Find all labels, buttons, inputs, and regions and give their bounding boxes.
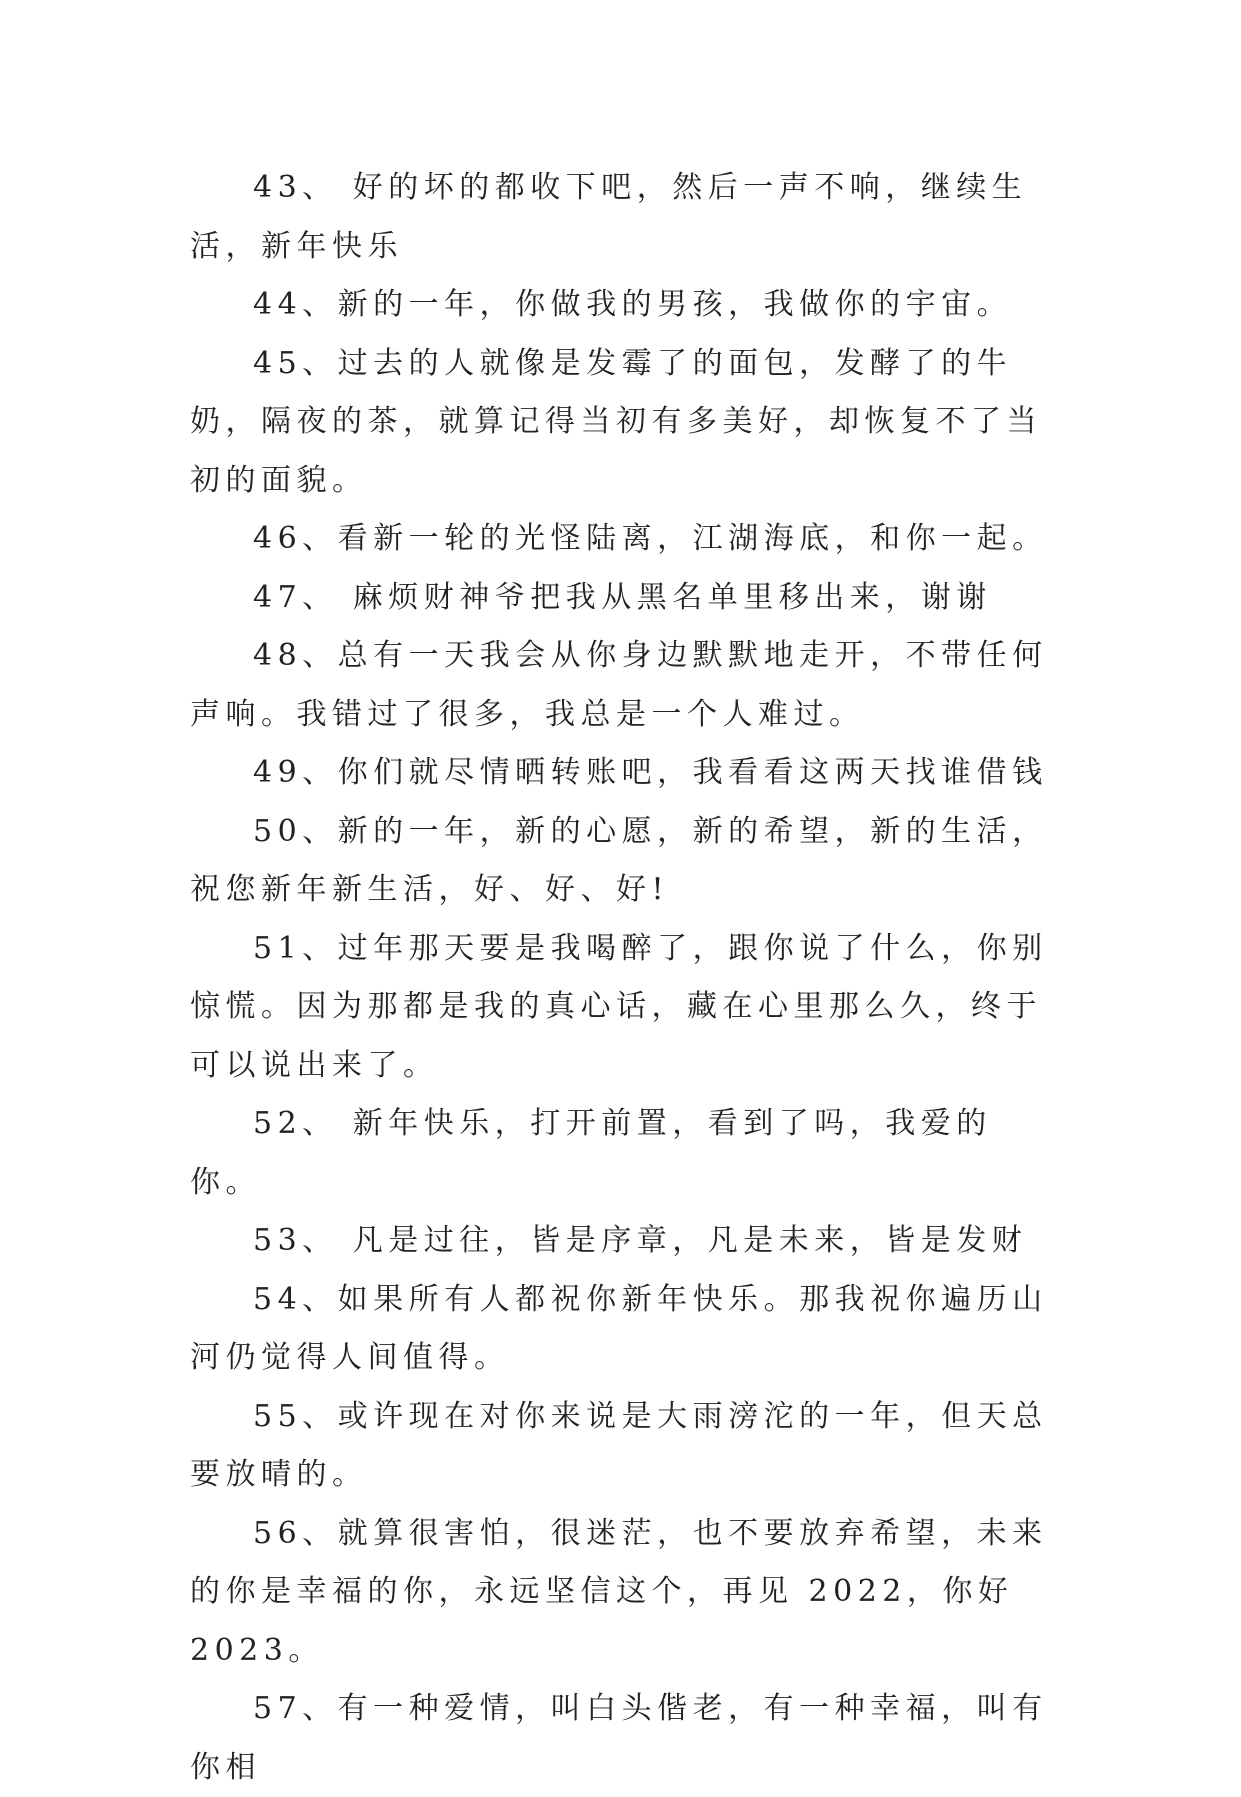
paragraph-44: 44、新的一年，你做我的男孩，我做你的宇宙。: [253, 287, 1013, 322]
paragraph-45: 45、过去的人就像是发霉了的面包，发酵了的牛奶，隔夜的茶，就算记得当初有多美好，却恢复不了当初的面貌。: [190, 345, 1042, 498]
document-body: [190, 159, 1060, 1797]
paragraph-43: 43、 好的坏的都收下吧，然后一声不响，继续生活，新年快乐: [190, 170, 1028, 264]
paragraph-47: 47、 麻烦财神爷把我从黑名单里移出来，谢谢: [253, 579, 992, 615]
paragraph-46: 46、看新一轮的光怪陆离，江湖海底，和你一起。: [253, 521, 1048, 556]
paragraph-54: 54、如果所有人都祝你新年快乐。那我祝你遍历山河仍觉得人间值得。: [190, 1281, 1048, 1375]
paragraph-48: 48、总有一天我会从你身边默默地走开，不带任何声响。我错过了很多，我总是一个人难过。: [190, 638, 1048, 732]
paragraph-55: 55、或许现在对你来说是大雨滂沱的一年，但天总要放晴的。: [190, 1398, 1048, 1492]
paragraph-52: 52、 新年快乐，打开前置，看到了吗，我爱的你。: [190, 1106, 992, 1200]
paragraph-53: 53、 凡是过往，皆是序章，凡是未来，皆是发财: [253, 1223, 1028, 1258]
paragraph-49: 49、你们就尽情晒转账吧，我看看这两天找谁借钱: [253, 755, 1048, 790]
paragraph-57: 57、有一种爱情，叫白头偕老，有一种幸福，叫有你相: [190, 1691, 1048, 1785]
paragraph-56: 56、就算很害怕，很迷茫，也不要放弃希望，未来的你是幸福的你，永远坚信这个，再见 2022，你好 2023。: [190, 1515, 1048, 1668]
paragraph-51: 51、过年那天要是我喝醉了，跟你说了什么，你别惊慌。因为那都是我的真心话，藏在心里那么久，终于可以说出来了。: [190, 930, 1048, 1083]
paragraph-50: 50、新的一年，新的心愿，新的希望，新的生活，祝您新年新生活，好、好、好!: [190, 813, 1048, 907]
